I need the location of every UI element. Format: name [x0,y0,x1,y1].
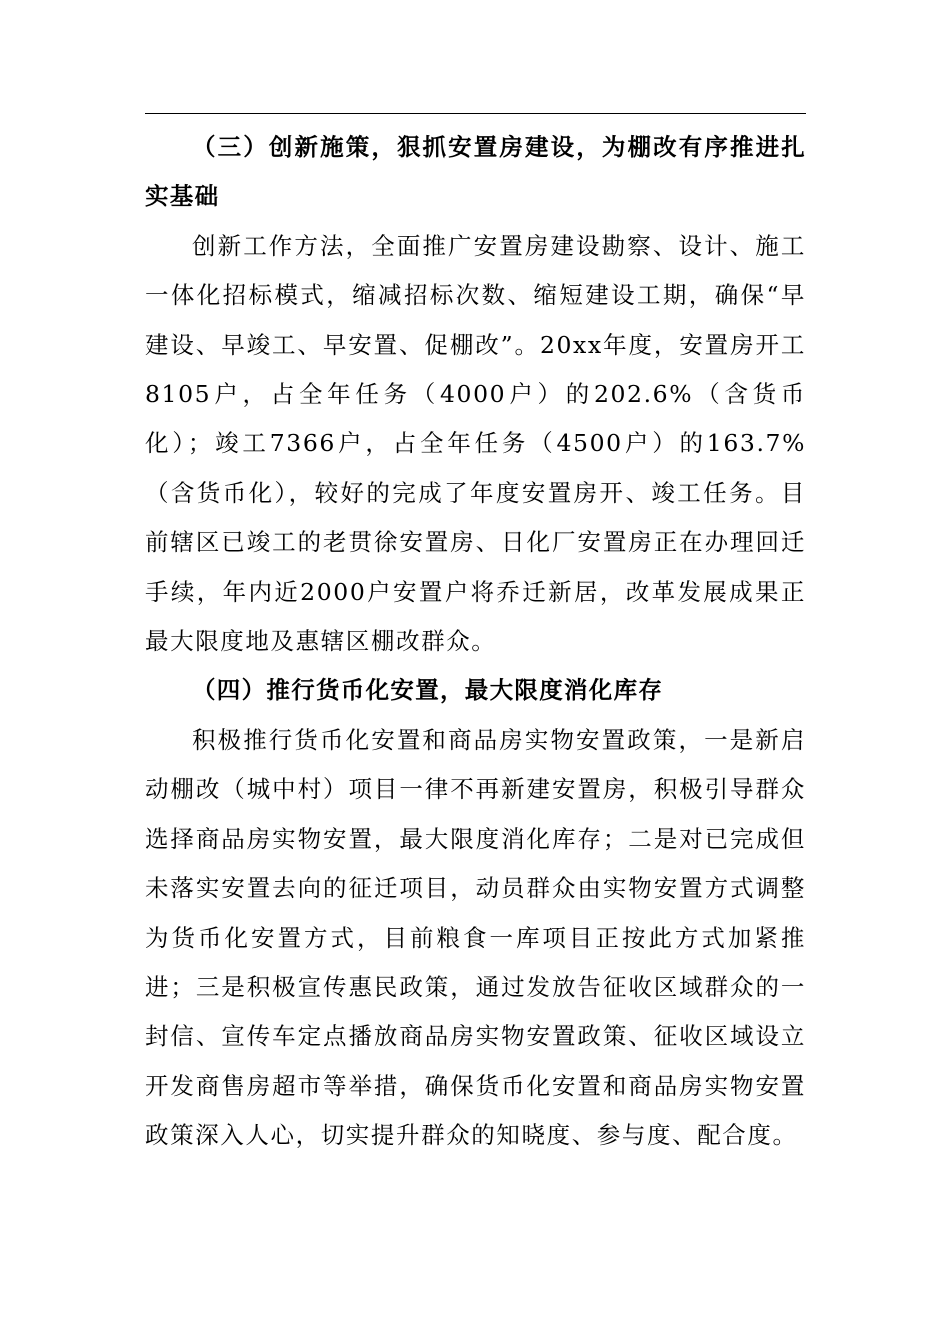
section-heading-3: （三）创新施策，狠抓安置房建设，为棚改有序推进扎实基础 [145,133,806,211]
section-heading-4: （四）推行货币化安置，最大限度消化库存 [192,676,664,705]
document-body [145,123,806,1161]
header-rule [145,113,806,114]
section-paragraph-4: 积极推行货币化安置和商品房实物安置政策，一是新启动棚改（城中村）项目一律不再新建安置房，积极引导群众选择商品房实物安置，最大限度消化库存；二是对已完成但未落实安置去向的征迁项目，动员群众由实物安置方式调整为货币化安置方式，目前粮食一库项目正按此方式加紧推进；三是积极宣传惠民政策，通过发放告征收区域群众的一封信、宣传车定点播放商品房实物安置政策、征收区域设立开发商售房超市等举措，确保货币化安置和商品房实物安置政策深入人心，切实提升群众的知晓度、参与度、配合度。 [145,725,806,1150]
section-paragraph-3: 创新工作方法，全面推广安置房建设勘察、设计、施工一体化招标模式，缩减招标次数、缩短建设工期，确保“早建设、早竣工、早安置、促棚改”。20xx年度，安置房开工8105户，占全年任务（4000户）的202.6%（含货币化）；竣工7366户，占全年任务（4500户）的163.7%（含货币化），较好的完成了年度安置房开、竣工任务。目前辖区已竣工的老贯徐安置房、日化厂安置房正在办理回迁手续，年内近2000户安置户将乔迁新居，改革发展成果正最大限度地及惠辖区棚改群众。 [145,231,806,656]
